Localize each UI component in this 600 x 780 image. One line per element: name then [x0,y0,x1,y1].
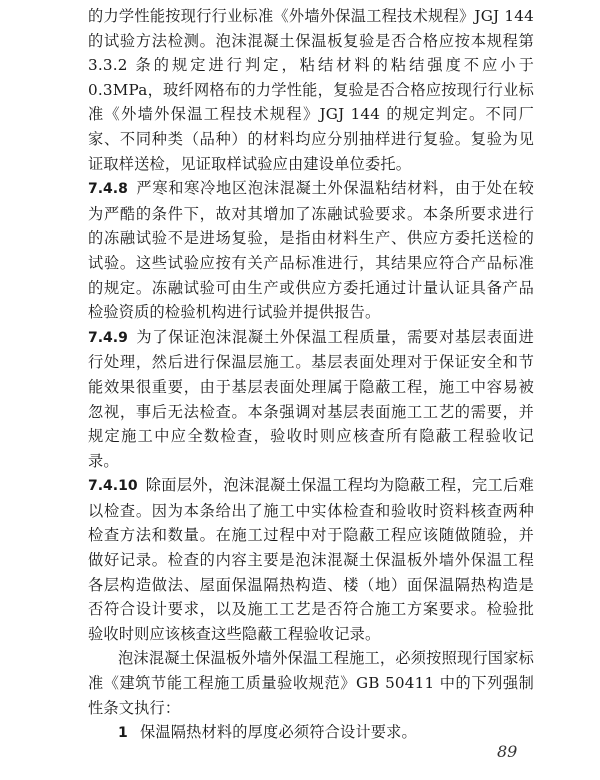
clause-number: 7.4.8 [88,181,128,198]
clause-7-4-8 [88,176,534,325]
paragraph-mandatory-provisions: 泡沫混凝土保温板外墙外保温工程施工，必须按照现行国家标准《建筑节能工程施工质量验收规范》GB 50411 中的下列强制性条文执行： [88,649,534,717]
item-number: 1 [118,725,128,742]
clause-text: 严寒和寒冷地区泡沫混凝土外保温粘结材料，由于处在较为严酷的条件下，故对其增加了冻融试验要求。本条所要求进行的冻融试验不是进场复验，是指由材料生产、供应方委托送检的试验。这些试验应按有关产品标准进行，其结果应符合产品标准的规定。冻融试验可由生产或供应方委托通过计量认证具备产品检验资质的检验机构进行试验并提供报告。 [88,179,534,322]
paragraph-intro: 的力学性能按现行行业标准《外墙外保温工程技术规程》JGJ 144 的试验方法检测。泡沫混凝土保温板复验是否合格应按本规程第 3.3.2 条的规定进行判定，粘结材料的粘结强度不应小于 0.3MPa，玻纤网格布的力学性能，复验是否合格应按现行行业标准《外墙外保温工程技术规程》JGJ 144 的规定判定。不同厂家、不同种类（品种）的材料均应分别抽样进行复验。复验为见证取样送检，见证取样试验应由建设单位委托。 [88,7,534,173]
item-text: 保温隔热材料的厚度必须符合设计要求。 [139,723,417,742]
clause-7-4-10 [88,473,534,646]
clause-7-4-9 [88,325,534,474]
clause-number: 7.4.10 [88,478,138,495]
clause-number: 7.4.9 [88,329,128,346]
page-number: 89 [497,742,518,761]
text-body [88,4,534,746]
clause-text: 除面层外，泡沫混凝土保温工程均为隐蔽工程，完工后难以检查。因为本条给出了施工中实体检查和验收时资料核查两种检查方法和数量。在施工过程中对于隐蔽工程应该随做随验，并做好记录。检查的内容主要是泡沫混凝土保温板外墙外保温工程各层构造做法、屋面保温隔热构造、楼（地）面保温隔热构造是否符合设计要求，以及施工工艺是否符合施工方案要求。检验批验收时则应该核查这些隐蔽工程验收记录。 [88,476,534,643]
clause-text: 为了保证泡沫混凝土外保温工程质量，需要对基层表面进行处理，然后进行保温层施工。基层表面处理对于保证安全和节能效果很重要，由于基层表面处理属于隐蔽工程，施工中容易被忽视，事后无法检查。本条强调对基层表面施工工艺的需要，并规定施工中应全数检查，验收时则应核查所有隐蔽工程验收记录。 [88,327,534,470]
list-item-1 [88,720,534,746]
